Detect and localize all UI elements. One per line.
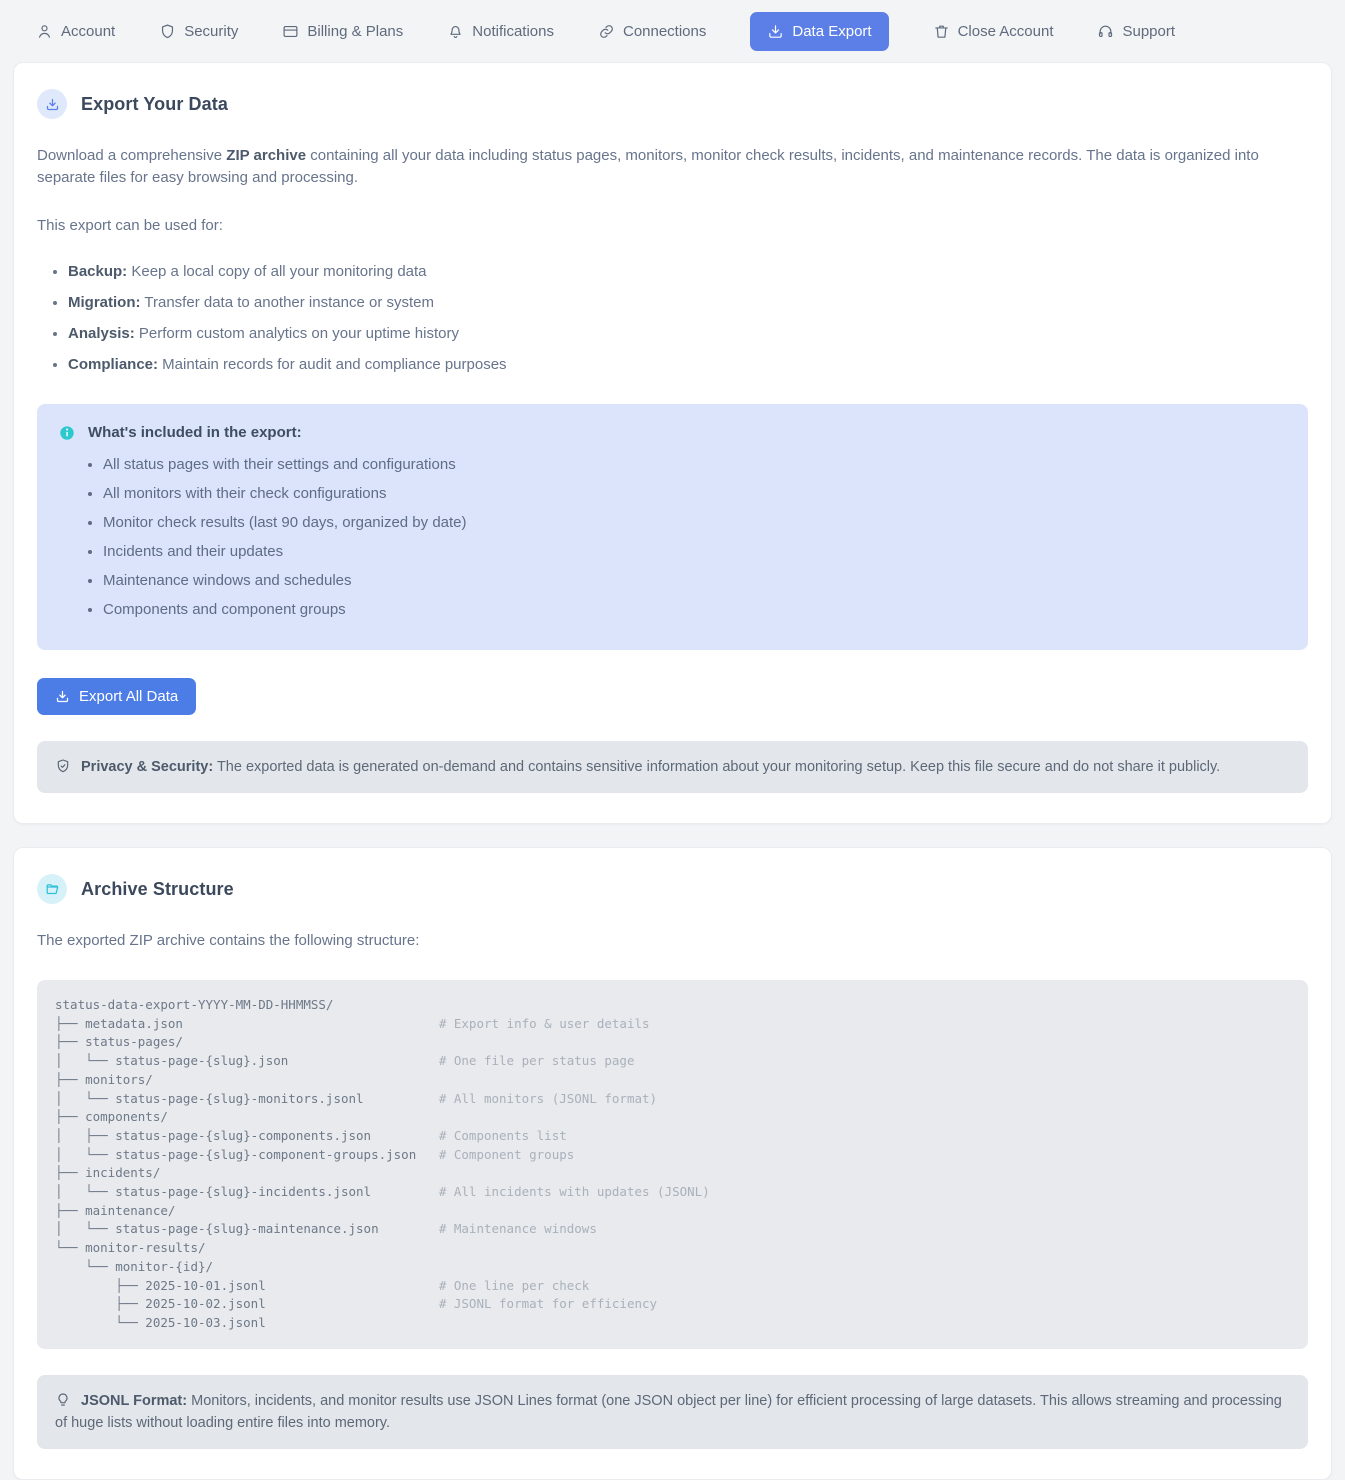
description-prefix: Download a comprehensive: [37, 147, 227, 164]
tab-label: Notifications: [472, 22, 554, 40]
tree-line: [55, 1202, 1290, 1221]
tree-path: ├── status-pages/: [55, 1034, 183, 1050]
tree-line: [55, 1220, 1290, 1239]
included-box-header: [59, 424, 1286, 441]
included-item: • Monitor check results (last 90 days, organized by date): [103, 512, 1286, 534]
archive-card-header: [37, 874, 1308, 904]
tree-path: ├── maintenance/: [55, 1202, 176, 1218]
tree-path: │ └── status-page-{slug}-component-groups.json: [55, 1146, 439, 1162]
usage-item-label: Analysis:: [68, 325, 135, 342]
tab-data-export[interactable]: [750, 12, 888, 51]
tree-line: [55, 1015, 1290, 1034]
settings-nav: [0, 0, 1345, 62]
tree-path: │ ├── status-page-{slug}-components.json: [55, 1127, 439, 1143]
tree-path: ├── 2025-10-01.jsonl: [55, 1277, 439, 1293]
link-icon: [598, 23, 615, 40]
tab-label: Close Account: [957, 22, 1054, 40]
credit-card-icon: [282, 23, 299, 40]
tab-label: Support: [1122, 22, 1176, 40]
tree-comment: # All monitors (JSONL format): [438, 1090, 658, 1106]
user-icon: [36, 23, 53, 40]
tree-path: │ └── status-page-{slug}-maintenance.json: [55, 1221, 439, 1237]
tab-label: Account: [61, 22, 116, 40]
archive-tree-code-block: [37, 980, 1308, 1349]
tree-path: │ └── status-page-{slug}-incidents.jsonl: [55, 1184, 439, 1200]
tab-notifications[interactable]: [447, 23, 554, 40]
export-button-label: Export All Data: [79, 688, 179, 705]
usage-item-label: Backup:: [68, 263, 128, 280]
tab-label: Connections: [622, 22, 707, 40]
tree-line: [55, 996, 1290, 1015]
tree-line: [55, 1314, 1290, 1333]
tab-connections[interactable]: [598, 23, 706, 40]
tree-comment: # All incidents with updates (JSONL): [438, 1184, 710, 1200]
tree-path: ├── components/: [55, 1109, 168, 1125]
archive-card-title: Archive Structure: [81, 878, 234, 899]
tree-path: ├── incidents/: [55, 1165, 161, 1181]
export-data-card: [13, 62, 1332, 824]
tree-line: [55, 1239, 1290, 1258]
included-list: [59, 454, 1286, 621]
download-icon: [37, 89, 67, 119]
privacy-note: [37, 741, 1308, 793]
tree-comment: # Components list: [438, 1127, 567, 1143]
export-card-title: Export Your Data: [81, 93, 228, 114]
privacy-note-text: The exported data is generated on-demand and contains sensitive information about your monitoring setup. Keep this file secure and do not share it publicly.: [213, 759, 1221, 775]
tree-line: [55, 1258, 1290, 1277]
usage-item-label: Compliance:: [68, 356, 159, 373]
info-icon: [59, 425, 75, 441]
tab-label: Security: [184, 22, 239, 40]
tree-line: [55, 1033, 1290, 1052]
usage-item: [68, 323, 1308, 345]
download-icon: [767, 23, 784, 40]
tree-path: ├── metadata.json: [55, 1015, 439, 1031]
headset-icon: [1097, 23, 1114, 40]
tab-label: Billing & Plans: [307, 22, 404, 40]
tree-comment: # Maintenance windows: [438, 1221, 597, 1237]
included-item: • Maintenance windows and schedules: [103, 570, 1286, 592]
usage-intro: This export can be used for:: [37, 217, 223, 234]
tab-security[interactable]: [159, 23, 238, 40]
archive-intro: The exported ZIP archive contains the following structure:: [37, 932, 420, 949]
shield-icon: [159, 23, 176, 40]
jsonl-note-label: JSONL Format:: [81, 1392, 188, 1409]
included-info-box: [37, 404, 1308, 650]
lightbulb-icon: [55, 1392, 71, 1408]
tab-billing[interactable]: [282, 23, 403, 40]
usage-item-text: Perform custom analytics on your uptime history: [134, 325, 459, 342]
description-suffix: containing all your data including status pages, monitors, monitor check results, incidents, and maintenance records. The data is organized into separate files for easy browsing and processing.: [37, 147, 1259, 186]
tree-line: [55, 1146, 1290, 1165]
tree-line: [55, 1052, 1290, 1071]
tree-line: [55, 1108, 1290, 1127]
tree-path: ├── 2025-10-02.jsonl: [55, 1296, 439, 1312]
tree-path: │ └── status-page-{slug}.json: [55, 1053, 439, 1069]
tree-path: └── monitor-results/: [55, 1240, 206, 1256]
tab-label: Data Export: [792, 22, 872, 40]
tree-comment: # One file per status page: [438, 1053, 635, 1069]
tree-path: ├── monitors/: [55, 1071, 153, 1087]
tree-comment: # Component groups: [438, 1146, 575, 1162]
tree-comment: # One line per check: [438, 1277, 590, 1293]
usage-item: [68, 261, 1308, 283]
tree-comment: # Export info & user details: [438, 1015, 650, 1031]
description-bold: ZIP archive: [226, 147, 307, 164]
tab-close-account[interactable]: [933, 23, 1054, 40]
bell-icon: [447, 23, 464, 40]
included-box-title: What's included in the export:: [88, 424, 302, 441]
tree-comment: # JSONL format for efficiency: [438, 1296, 658, 1312]
export-description: [37, 145, 1308, 189]
usage-item: [68, 354, 1308, 376]
usage-item-label: Migration:: [68, 294, 141, 311]
usage-item: [68, 292, 1308, 314]
tree-path: └── monitor-{id}/: [55, 1258, 214, 1274]
export-card-header: [37, 89, 1308, 119]
jsonl-format-note: [37, 1375, 1308, 1449]
tree-path: └── 2025-10-03.jsonl: [55, 1314, 266, 1330]
download-icon: [55, 689, 70, 704]
privacy-note-label: Privacy & Security:: [81, 759, 214, 775]
tree-line: [55, 1071, 1290, 1090]
included-item: • All monitors with their check configurations: [103, 483, 1286, 505]
archive-structure-card: [13, 847, 1332, 1480]
tree-line: [55, 1295, 1290, 1314]
export-all-data-button[interactable]: [37, 678, 196, 715]
tree-path: │ └── status-page-{slug}-monitors.jsonl: [55, 1090, 439, 1106]
usage-item-text: Keep a local copy of all your monitoring data: [127, 263, 427, 280]
usage-item-text: Maintain records for audit and compliance purposes: [158, 356, 507, 373]
included-item: • All status pages with their settings and configurations: [103, 454, 1286, 476]
jsonl-note-text: Monitors, incidents, and monitor results use JSON Lines format (one JSON object per line) for efficient processing of large datasets. This allows streaming and processing of huge lists without loading entire files into memory.: [55, 1392, 1282, 1431]
trash-icon: [933, 23, 950, 40]
included-item: • Incidents and their updates: [103, 541, 1286, 563]
tab-account[interactable]: [36, 23, 115, 40]
folder-open-icon: [37, 874, 67, 904]
tree-line: [55, 1183, 1290, 1202]
shield-check-icon: [55, 758, 71, 774]
tree-line: [55, 1127, 1290, 1146]
usage-list: [37, 261, 1308, 376]
tree-line: [55, 1164, 1290, 1183]
tab-support[interactable]: [1097, 23, 1175, 40]
tree-path: status-data-export-YYYY-MM-DD-HHMMSS/: [55, 997, 334, 1012]
usage-item-text: Transfer data to another instance or system: [140, 294, 434, 311]
included-item: • Components and component groups: [103, 599, 1286, 621]
tree-line: [55, 1277, 1290, 1296]
tree-line: [55, 1090, 1290, 1109]
